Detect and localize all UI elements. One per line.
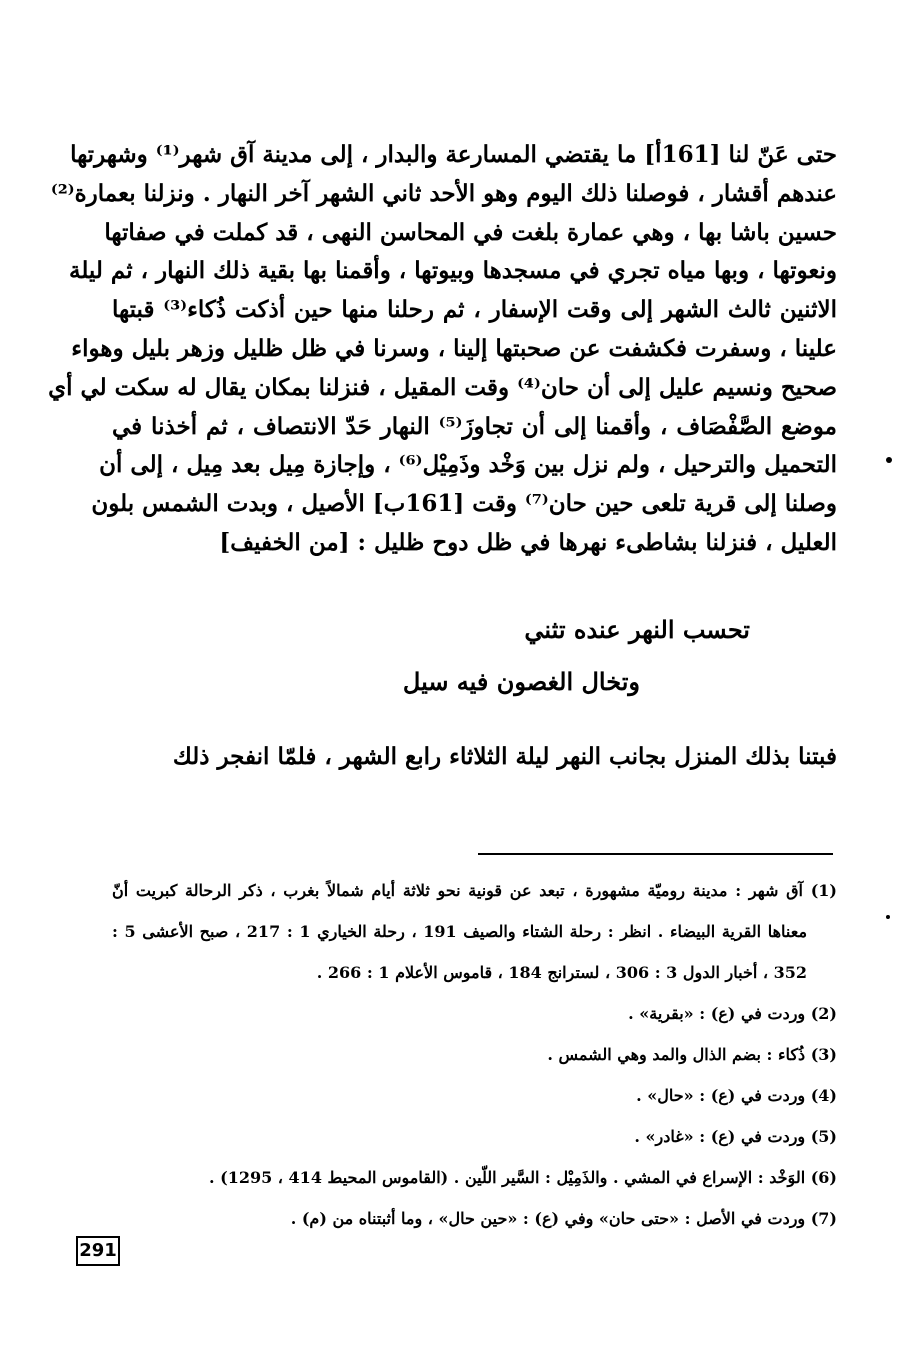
text-line-9: التحميل والترحيل ، ولم نزل بين وَخْد وذَمِيْل⁽⁶⁾ ، وإجازة مِيل بعد مِيل ، إلى أن [99,451,837,479]
text-line-5: الاثنين ثالث الشهر إلى وقت الإسفار ، ثم رحلنا منها حين أذكت ذُكاء⁽³⁾ قبتها [112,296,838,324]
footnote-divider [478,853,833,855]
text-line-6: علينا ، وسفرت فكشفت عن صحبتها إلينا ، وسرنا في ظل ظليل وزهر بليل وهواء [71,334,837,362]
footnote-5: (5) وردت في (ع) : «غادر» . [634,1127,837,1146]
footnote-1-line-2: معناها القرية البيضاء . انظر : رحلة الشتاء والصيف 191 ، رحلة الخياري 1 : 217 ، صبح الأعشى 5 : [112,922,808,941]
footnote-1-line-1: (1) آق شهر : مدينة روميّة مشهورة ، تبعد عن قونية نحو ثلاثة أيام شمالاً بغرب ، ذكر الرحالة كبريت أنّ [112,881,837,900]
poem-hemistich-first: تحسب النهر عنده تثني [524,615,750,644]
main-text [48,136,838,563]
footnote-6: (6) الوَخْد : الإسراع في المشي . والذَمِيْل : السَّير اللّين . (القاموس المحيط 414 ، 1295) . [208,1168,837,1187]
text-line-10: وصلنا إلى قرية تلعى حين حان⁽⁷⁾ وقت [161ب] الأصيل ، وبدت الشمس بلون [91,490,837,518]
margin-mark [886,457,892,463]
footnote-1-line-3: 352 ، أخبار الدول 3 : 306 ، لسترانج 184 ، قاموس الأعلام 1 : 266 . [316,963,807,982]
poem-verse [230,604,750,708]
text-line-7: صحيح ونسيم عليل إلى أن حان⁽⁴⁾ وقت المقيل ، فنزلنا بمكان يقال له سكت لي أي [48,373,837,401]
page-number: 291 [76,1236,120,1266]
text-line-11: العليل ، فنزلنا بشاطىء نهرها في ظل دوح ظليل : [من الخفيف] [219,528,837,556]
margin-mark [886,915,890,919]
footnote-4: (4) وردت في (ع) : «حال» . [636,1086,837,1105]
text-line-8: موضع الصَّفْصَاف ، وأقمنا إلى أن تجاوزَ⁽⁵⁾ النهار حَدّ الانتصاف ، ثم أخذنا في [112,412,837,440]
footnote-3: (3) ذُكاء : بضم الذال والمد وهي الشمس . [547,1045,837,1064]
footnotes [112,870,837,1239]
text-line-4: ونعوتها ، وبها مياه تجري في مسجدها وبيوتها ، وأقمنا بها بقية ذلك النهار ، ثم ليلة [68,257,837,285]
poem-hemistich-second: وتخال الغصون فيه سيل [402,667,640,696]
text-line-3: حسين باشا بها ، وهي عمارة بلغت في المحاسن النهى ، قد كملت في صفاتها [104,218,837,246]
text-line-2: عندهم أقشار ، فوصلنا ذلك اليوم وهو الأحد ثاني الشهر آخر النهار . ونزلنا بعمارة⁽²⁾ [50,179,837,207]
footnote-2: (2) وردت في (ع) : «بقرية» . [628,1004,837,1023]
footnote-7: (7) وردت في الأصل : «حتى حان» وفي (ع) : «حين حال» ، وما أثبتناه من (م) . [290,1209,837,1228]
text-after-poem: فبتنا بذلك المنزل بجانب النهر ليلة الثلاثاء رابع الشهر ، فلمّا انفجر ذلك [172,743,837,770]
text-line-1: حتى عَنّ لنا [161أ] ما يقتضي المسارعة والبدار ، إلى مدينة آق شهر⁽¹⁾ وشهرتها [70,141,837,168]
